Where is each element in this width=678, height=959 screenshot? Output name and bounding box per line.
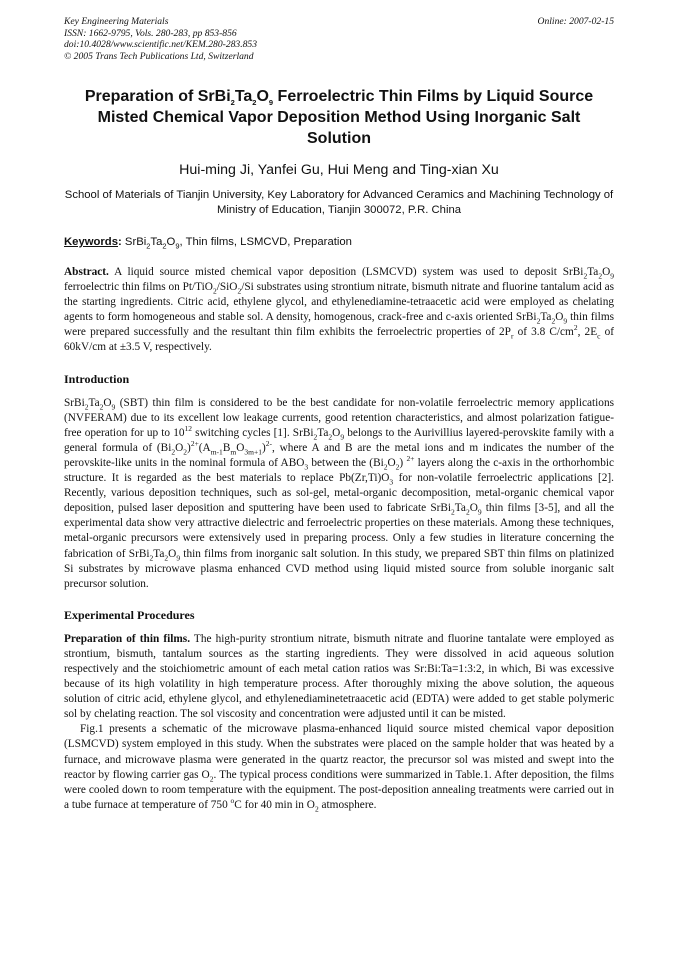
section-heading-experimental: Experimental Procedures xyxy=(64,607,195,622)
subscript: 2 xyxy=(164,552,169,562)
subscript: 2 xyxy=(162,241,167,251)
experimental-paragraph-1 xyxy=(64,632,614,723)
subscript: 2 xyxy=(252,98,257,108)
subscript: 2 xyxy=(313,432,318,441)
formula-text: SrBi xyxy=(430,502,452,515)
body-text: switching cycles [1]. xyxy=(192,426,293,439)
degree-superscript: o xyxy=(230,796,235,806)
body-text: between the (Bi xyxy=(308,456,384,469)
subscript: 2 xyxy=(551,316,556,326)
formula-text: O xyxy=(555,311,564,324)
body-text: for non-volatile ferroelectric applications [2]. Recently, various deposition techniques, such as sol-gel, metal-organic decomposition, metal-organic chemical vapor deposition, pulsed laser deposition and sputtering have been used to fabricate xyxy=(64,472,614,515)
body-text: B xyxy=(222,441,231,454)
keywords: Keywords: $SrBi_2Ta_2O_9$, Thin films, LSMCVD, Preparation xyxy=(64,236,352,251)
subscript: 2 xyxy=(237,286,242,296)
introduction-paragraph xyxy=(64,396,614,592)
abstract-text: /SiO xyxy=(216,281,238,294)
subscript: 3m+1 xyxy=(244,447,262,457)
subscript: 2 xyxy=(183,447,188,457)
subscript: 2 xyxy=(465,507,470,517)
formula-text: Ta xyxy=(150,236,163,248)
body-text: Fig.1 presents a schematic of the microwave plasma-enhanced liquid source misted chemical vapor deposition (LSMCVD) system employed in this study. When the substrates were placed on the sample holder that was heated by a furnace, and microwave plasma were generated in the quartz reactor, the precursor sol was misted and swept into the reactor by flowing carrier gas O xyxy=(64,723,614,781)
experimental-paragraph-2 xyxy=(64,722,614,813)
abstract-text: /Si substrates using strontium nitrate, bismuth nitrate and fluorine tantalum acid as the starting ingredients. Citric acid, ethylene glycol, and ethylenediamine-tetraacetic acid were employed as chelating agents to form homogeneous and stable sol. A density, homogenous, crack-free and c-axis oriented xyxy=(64,281,614,324)
abstract-text: A liquid source misted chemical vapor deposition (LSMCVD) system was used to deposit xyxy=(108,266,563,278)
abstract-text: thin films were prepared successfully and the resultant thin film exhibits the ferroelectric properties of 2P xyxy=(64,311,614,339)
keywords-text: , Thin films, LSMCVD, Preparation xyxy=(179,236,352,248)
formula-text: SrBi xyxy=(515,311,537,324)
body-text: ) xyxy=(399,456,404,469)
subscript: 2 xyxy=(395,462,400,472)
formula-text: O xyxy=(332,426,341,439)
formula-text: SrBi xyxy=(128,547,150,560)
subscript: 9 xyxy=(340,432,345,441)
formula-text: O xyxy=(103,396,112,409)
formula-text: O xyxy=(166,236,176,248)
doi-line: doi:10.4028/www.scientific.net/KEM.280-283.853 xyxy=(64,39,258,50)
title-text: Preparation of SrBi xyxy=(84,88,231,105)
body-text: ) xyxy=(261,441,266,454)
title-text: Ferroelectric Thin Films by Liquid Source Misted Chemical Vapor Deposition Method Using Inorganic Salt Solution xyxy=(97,88,594,147)
subscript: 2 xyxy=(536,316,541,326)
subscript: 9 xyxy=(176,552,181,562)
subscript: 2 xyxy=(146,241,151,251)
subscript: 2 xyxy=(583,271,588,281)
subscript: 9 xyxy=(111,401,116,411)
subscript: 9 xyxy=(477,507,482,517)
formula-text: Ta xyxy=(317,426,329,439)
author-list: Hui-ming Ji, Yanfei Gu, Hui Meng and Ting-xian Xu xyxy=(179,162,499,178)
journal-name: Key Engineering Materials xyxy=(64,16,169,27)
run-in-heading: Preparation of thin films. xyxy=(64,632,191,645)
subscript: 2 xyxy=(314,804,319,814)
subscript: 9 xyxy=(563,316,568,326)
subscript: 3 xyxy=(304,462,309,472)
subscript: 2 xyxy=(230,98,235,108)
superscript: 2+ xyxy=(190,439,199,449)
formula-text: SrBi xyxy=(124,236,147,248)
formula-text: O xyxy=(469,502,478,515)
body-text: O xyxy=(387,456,396,469)
title-text: Ta xyxy=(234,88,253,105)
formula-text: SrBi xyxy=(562,266,584,278)
abstract-text: of 3.8 C/cm xyxy=(513,326,574,339)
superscript: 12 xyxy=(184,423,193,433)
subscript: 9 xyxy=(268,98,274,108)
formula-text: Ta xyxy=(88,396,100,409)
abstract-text: ferroelectric thin films on Pt/TiO xyxy=(64,281,213,294)
subscript: c xyxy=(597,331,601,341)
body-text: O xyxy=(175,441,184,454)
body-text: . The typical process conditions were summarized in Table.1. After deposition, the films were cooled down to room temperature with the equipment. The post-deposition annealing treatments were carried out in a tube furnace at temperature of 750 xyxy=(64,768,614,811)
subscript: 9 xyxy=(175,241,180,251)
keywords-label: Keywords xyxy=(64,236,118,248)
subscript: m xyxy=(230,447,237,457)
subscript: 2 xyxy=(99,401,104,411)
body-text: C for 40 min in O xyxy=(234,798,315,811)
formula-text: O xyxy=(602,266,611,278)
body-text: , where A and B are the metal ions and m indicates the number of the perovskite-like units in the nominal formula of ABO xyxy=(64,441,615,469)
formula-text: Ta xyxy=(540,311,552,324)
subscript: 2 xyxy=(149,552,154,562)
subscript: r xyxy=(510,331,514,341)
subscript: 9 xyxy=(610,271,614,281)
body-text: (SBT) thin film is considered to be the best candidate for non-volatile ferroelectric memory applications (NVFERAM) due to its excellent low leakage currents, good retention characteristics, and almost polarization fatigue-free operation for up to 10 xyxy=(64,396,614,439)
body-text: atmosphere. xyxy=(318,798,377,811)
body-text: thin films [3-5], and all the experimental data show very attractive dielectric and ferroelectric properties on these materials. Among these techniques, metal-organic precursors were extensively used in preparing process. Only a few studies in literature concerning the fabrication of xyxy=(64,502,614,560)
formula-text: SrBi xyxy=(292,426,314,439)
abstract-label: Abstract. xyxy=(64,266,109,278)
subscript: 2 xyxy=(84,401,89,411)
abstract-text: of 60kV/cm at ±3.5 V, respectively. xyxy=(64,326,614,354)
abstract xyxy=(64,265,614,356)
body-text: belongs to the Aurivillius layered-perovskite family with a general formula of (Bi xyxy=(64,426,614,454)
journal-header xyxy=(64,16,614,62)
body-text: (A xyxy=(198,441,211,454)
body-text: thin films from inorganic salt solution. In this study, we prepared SBT thin films on platinized Si substrates by microwave plasma enhanced CVD method using liquid misted source from soluble inorganic salt precursor solution. xyxy=(64,547,614,590)
subscript: 2 xyxy=(598,271,603,281)
subscript: 2 xyxy=(451,507,455,517)
formula-text: Ta xyxy=(153,547,165,560)
subscript: 2 xyxy=(171,447,176,457)
copyright-line: © 2005 Trans Tech Publications Ltd, Switzerland xyxy=(64,50,254,62)
affiliation: School of Materials of Tianjin University, Key Laboratory for Advanced Ceramics and Machining Technology of Ministry of Education, Tianjin 300072, P.R. China xyxy=(64,189,614,216)
subscript: 3 xyxy=(389,477,394,487)
subscript: 2 xyxy=(328,432,333,441)
formula-text: Ta xyxy=(587,266,599,278)
online-date: Online: 2007-02-15 xyxy=(537,16,614,27)
subscript: 2 xyxy=(383,462,388,472)
formula-text: O xyxy=(168,547,177,560)
abstract-text: , 2E xyxy=(577,326,598,339)
subscript: 2 xyxy=(212,286,217,296)
section-heading-introduction: Introduction xyxy=(64,371,130,386)
paper-page xyxy=(64,16,614,813)
body-text: layers along the c-axis in the orthorhombic structure. It is regarded as the best materials to replace Pb(Zr,Ti)O xyxy=(64,456,615,485)
superscript: 2- xyxy=(265,439,272,449)
title-text: O xyxy=(256,88,269,105)
body-text: The high-purity strontium nitrate, bismuth nitrate and fluorine tantalate were employed as strontium, bismuth, tantalum sources as the starting ingredients. They were dissolved in acid aqueous solution respectively and the stoichiometric amount of each metal cation ratios was Sr:Bi:Ta=1:3:2, in which, Bi was excessive because of its high volatility in high temperature process. After thoroughly mixing the above solution, the aqueous solution of citric acid, ethylene glycol, and ethylenediaminetetraacetic acid (EDTA) were added to get stable polymeric sol by chelating reaction. The sol viscosity and concentration were adjusted until it can be misted. xyxy=(64,632,614,721)
superscript: 2+ xyxy=(406,454,415,464)
formula-text: SrBi xyxy=(64,396,85,409)
formula-text: Ta xyxy=(454,502,466,515)
paper-title xyxy=(64,86,614,149)
body-text: O xyxy=(236,441,245,454)
issn-line: ISSN: 1662-9795, Vols. 280-283, pp 853-856 xyxy=(64,27,237,39)
body-text: ) xyxy=(187,441,191,454)
subscript: m-1 xyxy=(210,447,223,457)
subscript: 2 xyxy=(209,773,214,783)
superscript: 2 xyxy=(573,323,578,333)
